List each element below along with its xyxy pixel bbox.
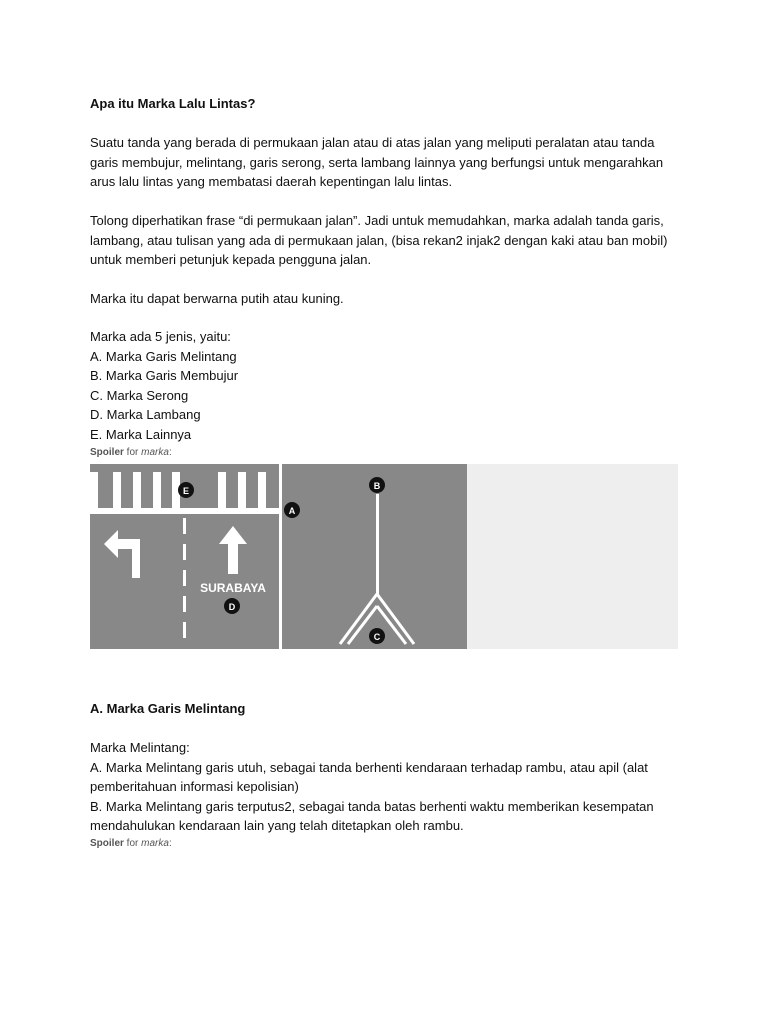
text-line: mendahulukan kendaraan lain yang telah ditetapkan oleh rambu. <box>90 818 464 834</box>
svg-text:E: E <box>182 486 190 496</box>
marker-b <box>369 477 385 493</box>
road-marking-illustration <box>90 464 678 649</box>
marka-types-list <box>90 327 690 445</box>
text-line: untuk memberi petunjuk kepada pengguna jalan. <box>90 252 372 268</box>
text-line: Marka Melintang: <box>90 740 190 755</box>
text-line: B. Marka Melintang garis terputus2, sebagai tanda batas berhenti waktu memberikan kesempatan <box>90 798 654 814</box>
section1-title: Apa itu Marka Lalu Lintas? <box>90 96 256 111</box>
marker-c <box>369 628 385 644</box>
list-intro: Marka ada 5 jenis, yaitu: <box>90 329 231 344</box>
spoiler-label-2[interactable]: Spoiler for marka: <box>90 838 172 849</box>
list-item: D. Marka Lambang <box>90 407 201 423</box>
road-text-surabaya: SURABAYA <box>200 581 266 595</box>
section2-body <box>90 738 690 836</box>
section1-para1 <box>90 133 690 192</box>
svg-text:B: B <box>373 481 381 491</box>
text-line: pemberitahuan informasi kepolisian) <box>90 779 299 795</box>
text-line: arus lalu lintas yang membatasi daerah kepentingan lalu lintas. <box>90 174 453 190</box>
marker-d <box>224 598 240 614</box>
marker-a <box>284 502 300 518</box>
center-line <box>376 494 379 594</box>
text-line: garis membujur, melintang, garis serong, serta lambang lainnya yang berfungsi untuk mengarahkan <box>90 154 664 170</box>
section2-title: A. Marka Garis Melintang <box>90 701 246 716</box>
list-item: B. Marka Garis Membujur <box>90 368 239 384</box>
text-line: Tolong diperhatikan frase “di permukaan jalan”. Jadi untuk memudahkan, marka adalah tanda garis, <box>90 213 664 228</box>
list-item: C. Marka Serong <box>90 387 189 403</box>
section1-para2 <box>90 211 690 270</box>
list-item: E. Marka Lainnya <box>90 426 192 442</box>
marker-e <box>178 482 194 498</box>
text-line: Suatu tanda yang berada di permukaan jalan atau di atas jalan yang meliputi peralatan atau tanda <box>90 135 655 150</box>
text-line: A. Marka Melintang garis utuh, sebagai tanda berhenti kendaraan terhadap rambu, atau apil (alat <box>90 759 648 775</box>
svg-text:C: C <box>373 632 381 642</box>
spoiler-label[interactable]: Spoiler for marka: <box>90 447 172 458</box>
section1-para3: Marka itu dapat berwarna putih atau kuning. <box>90 291 344 306</box>
text-line: lambang, atau tulisan yang ada di permukaan jalan, (bisa rekan2 injak2 dengan kaki atau ban mobil) <box>90 232 668 248</box>
list-item: A. Marka Garis Melintang <box>90 348 237 364</box>
solid-lane-line <box>279 464 282 649</box>
svg-text:A: A <box>288 506 296 516</box>
asphalt <box>90 464 467 649</box>
stop-line <box>90 508 280 514</box>
svg-text:D: D <box>228 602 236 612</box>
